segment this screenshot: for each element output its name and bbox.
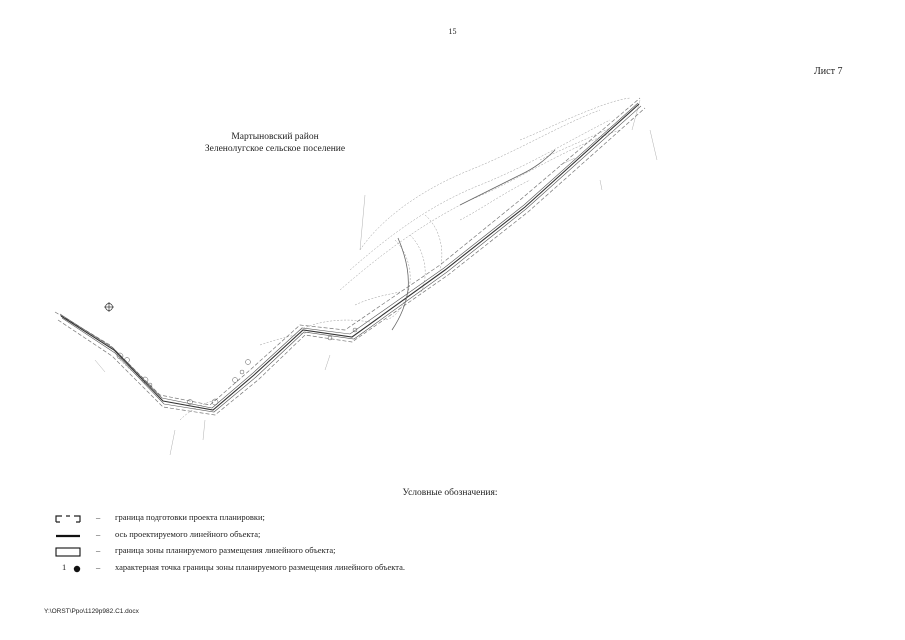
legend-text: характерная точка границы зоны планируемого размещения линейного объекта. [115, 562, 406, 572]
rectangle-icon [54, 547, 82, 557]
dashed-bracket-icon [54, 514, 82, 524]
legend-item-boundary-point [48, 562, 648, 576]
sheet-label: Лист 7 [814, 66, 843, 77]
legend-text: ось проектируемого линейного объекта; [115, 529, 261, 539]
legend-dash: – [96, 529, 101, 539]
point-icon [72, 564, 82, 574]
map-caption [190, 131, 360, 155]
legend-title: Условные обозначения: [402, 488, 498, 498]
settlement-clusters [117, 328, 357, 405]
thick-line-icon [54, 531, 82, 541]
district-name: Мартыновский район [231, 132, 319, 142]
point-number-label: 1 [62, 562, 67, 572]
legend-dash: – [96, 562, 101, 572]
legend-item-zone-boundary [48, 545, 648, 559]
legend-text: граница зоны планируемого размещения линейного объекта; [115, 545, 336, 555]
settlement-name: Зеленолугское сельское поселение [204, 144, 346, 154]
legend-item-road-axis [48, 529, 648, 543]
river-channel [392, 150, 555, 330]
page-number: 15 [448, 27, 457, 36]
footer-file-path: Y:\ORST\Ppo\1129p982.C1.docx [44, 608, 139, 615]
legend-dash: – [96, 545, 101, 555]
legend-dash: – [96, 512, 101, 522]
survey-marker [104, 302, 114, 312]
legend-item-planning-boundary [48, 512, 648, 526]
legend-text: граница подготовки проекта планировки; [115, 512, 265, 522]
